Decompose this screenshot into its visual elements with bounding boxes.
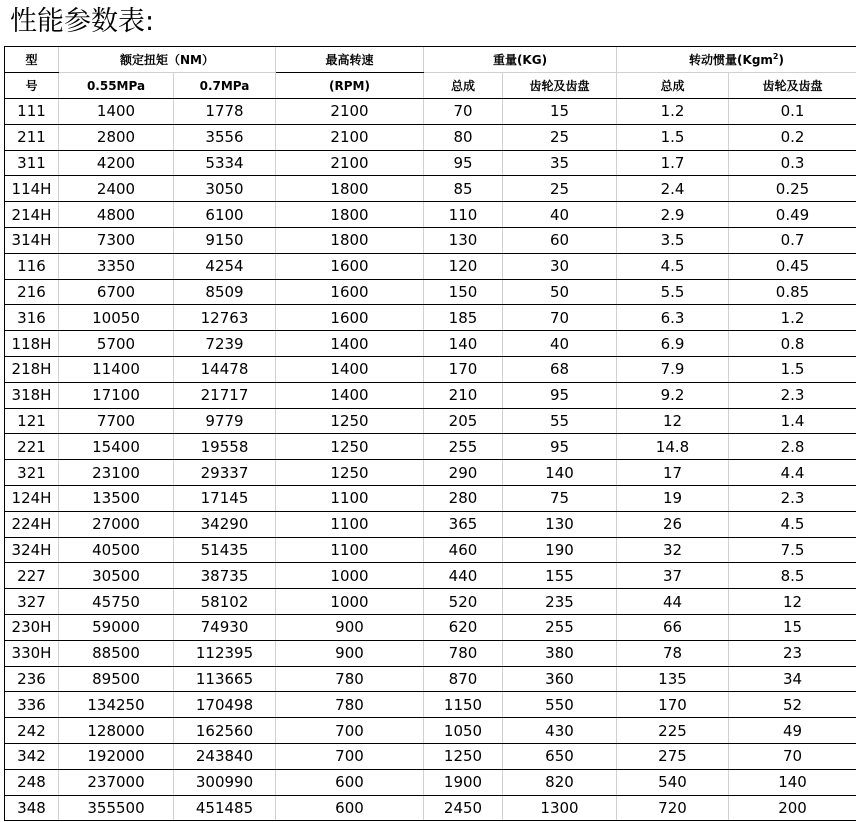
cell-torque-07: 3556: [174, 124, 276, 150]
cell-weight-gear: 190: [503, 537, 617, 563]
cell-model: 227: [5, 563, 59, 589]
cell-weight-gear: 35: [503, 150, 617, 176]
cell-weight-total: 205: [424, 408, 503, 434]
cell-inertia-total: 2.4: [617, 176, 729, 202]
cell-torque-055: 45750: [59, 589, 174, 615]
cell-torque-055: 40500: [59, 537, 174, 563]
header-inertia: [617, 47, 856, 73]
cell-torque-055: 10050: [59, 305, 174, 331]
cell-inertia-gear: 49: [729, 718, 856, 744]
cell-model: 211: [5, 124, 59, 150]
cell-model: 124H: [5, 485, 59, 511]
table-row: [5, 227, 856, 253]
table-row: [5, 434, 856, 460]
cell-torque-055: 128000: [59, 718, 174, 744]
cell-inertia-total: 9.2: [617, 382, 729, 408]
cell-torque-055: 30500: [59, 563, 174, 589]
cell-torque-055: 134250: [59, 692, 174, 718]
cell-inertia-gear: 7.5: [729, 537, 856, 563]
cell-max-speed: 900: [276, 614, 424, 640]
cell-max-speed: 1400: [276, 356, 424, 382]
cell-torque-055: 59000: [59, 614, 174, 640]
cell-inertia-gear: 2.3: [729, 485, 856, 511]
cell-inertia-gear: 52: [729, 692, 856, 718]
cell-model: 327: [5, 589, 59, 615]
cell-weight-gear: 650: [503, 743, 617, 769]
cell-weight-total: 130: [424, 227, 503, 253]
cell-weight-gear: 550: [503, 692, 617, 718]
cell-inertia-gear: 200: [729, 795, 856, 821]
cell-inertia-gear: 1.4: [729, 408, 856, 434]
cell-weight-gear: 140: [503, 460, 617, 486]
cell-model: 324H: [5, 537, 59, 563]
cell-torque-07: 1778: [174, 99, 276, 125]
table-row: [5, 485, 856, 511]
cell-torque-07: 51435: [174, 537, 276, 563]
cell-weight-gear: 95: [503, 382, 617, 408]
cell-max-speed: 1100: [276, 537, 424, 563]
cell-inertia-total: 225: [617, 718, 729, 744]
cell-model: 348: [5, 795, 59, 821]
cell-model: 216: [5, 279, 59, 305]
cell-weight-total: 70: [424, 99, 503, 125]
cell-weight-total: 1900: [424, 769, 503, 795]
cell-inertia-total: 37: [617, 563, 729, 589]
table-row: [5, 589, 856, 615]
cell-inertia-total: 78: [617, 640, 729, 666]
cell-torque-07: 170498: [174, 692, 276, 718]
cell-torque-055: 3350: [59, 253, 174, 279]
cell-torque-055: 237000: [59, 769, 174, 795]
cell-weight-gear: 430: [503, 718, 617, 744]
cell-inertia-gear: 0.8: [729, 331, 856, 357]
cell-max-speed: 1600: [276, 305, 424, 331]
cell-inertia-total: 170: [617, 692, 729, 718]
cell-torque-07: 300990: [174, 769, 276, 795]
table-row: [5, 460, 856, 486]
cell-weight-gear: 25: [503, 176, 617, 202]
cell-weight-total: 460: [424, 537, 503, 563]
table-row: [5, 331, 856, 357]
cell-inertia-total: 4.5: [617, 253, 729, 279]
cell-inertia-gear: 1.2: [729, 305, 856, 331]
cell-weight-total: 780: [424, 640, 503, 666]
cell-weight-gear: 40: [503, 331, 617, 357]
cell-torque-055: 15400: [59, 434, 174, 460]
header-inertia-sup: 2: [772, 52, 779, 61]
cell-inertia-gear: 2.3: [729, 382, 856, 408]
spec-table: [4, 46, 856, 821]
cell-weight-total: 255: [424, 434, 503, 460]
cell-inertia-gear: 4.4: [729, 460, 856, 486]
table-row: [5, 253, 856, 279]
cell-max-speed: 1800: [276, 202, 424, 228]
cell-inertia-gear: 8.5: [729, 563, 856, 589]
cell-weight-gear: 30: [503, 253, 617, 279]
cell-model: 221: [5, 434, 59, 460]
header-torque-p1: 0.55MPa: [59, 73, 174, 99]
cell-inertia-gear: 0.45: [729, 253, 856, 279]
cell-torque-07: 21717: [174, 382, 276, 408]
cell-torque-07: 112395: [174, 640, 276, 666]
cell-max-speed: 1800: [276, 227, 424, 253]
cell-weight-gear: 25: [503, 124, 617, 150]
cell-torque-07: 9150: [174, 227, 276, 253]
cell-inertia-gear: 0.3: [729, 150, 856, 176]
cell-max-speed: 700: [276, 743, 424, 769]
cell-inertia-total: 44: [617, 589, 729, 615]
cell-weight-total: 520: [424, 589, 503, 615]
cell-inertia-total: 12: [617, 408, 729, 434]
cell-weight-gear: 68: [503, 356, 617, 382]
cell-max-speed: 1600: [276, 253, 424, 279]
table-row: [5, 795, 856, 821]
cell-torque-055: 355500: [59, 795, 174, 821]
cell-torque-055: 23100: [59, 460, 174, 486]
cell-model: 214H: [5, 202, 59, 228]
cell-weight-gear: 820: [503, 769, 617, 795]
cell-weight-total: 150: [424, 279, 503, 305]
cell-inertia-total: 6.3: [617, 305, 729, 331]
table-row: [5, 511, 856, 537]
cell-torque-055: 2800: [59, 124, 174, 150]
cell-weight-gear: 40: [503, 202, 617, 228]
cell-model: 121: [5, 408, 59, 434]
cell-weight-total: 290: [424, 460, 503, 486]
cell-inertia-total: 66: [617, 614, 729, 640]
cell-inertia-gear: 70: [729, 743, 856, 769]
cell-weight-total: 95: [424, 150, 503, 176]
cell-inertia-gear: 15: [729, 614, 856, 640]
header-inertia-total: 总成: [617, 73, 729, 99]
cell-torque-055: 6700: [59, 279, 174, 305]
header-speed: 最高转速: [276, 47, 424, 73]
cell-weight-total: 1150: [424, 692, 503, 718]
cell-weight-gear: 360: [503, 666, 617, 692]
cell-weight-gear: 95: [503, 434, 617, 460]
table-row: [5, 150, 856, 176]
cell-max-speed: 1400: [276, 331, 424, 357]
table-row: [5, 614, 856, 640]
table-row: [5, 356, 856, 382]
cell-model: 314H: [5, 227, 59, 253]
header-speed-unit: (RPM): [276, 73, 424, 99]
cell-max-speed: 780: [276, 692, 424, 718]
cell-weight-total: 110: [424, 202, 503, 228]
cell-torque-055: 7700: [59, 408, 174, 434]
cell-torque-07: 162560: [174, 718, 276, 744]
header-model: 型: [5, 47, 59, 73]
cell-model: 336: [5, 692, 59, 718]
cell-inertia-gear: 0.25: [729, 176, 856, 202]
cell-torque-055: 4200: [59, 150, 174, 176]
cell-model: 318H: [5, 382, 59, 408]
cell-weight-gear: 60: [503, 227, 617, 253]
cell-max-speed: 1250: [276, 460, 424, 486]
cell-max-speed: 2100: [276, 124, 424, 150]
cell-inertia-total: 14.8: [617, 434, 729, 460]
cell-max-speed: 1250: [276, 434, 424, 460]
header-torque: 额定扭矩（NM）: [59, 47, 276, 73]
cell-weight-gear: 50: [503, 279, 617, 305]
cell-inertia-total: 6.9: [617, 331, 729, 357]
cell-torque-07: 6100: [174, 202, 276, 228]
table-row: [5, 202, 856, 228]
cell-max-speed: 900: [276, 640, 424, 666]
cell-inertia-gear: 0.2: [729, 124, 856, 150]
cell-inertia-total: 7.9: [617, 356, 729, 382]
cell-inertia-gear: 12: [729, 589, 856, 615]
table-row: [5, 124, 856, 150]
cell-max-speed: 1000: [276, 563, 424, 589]
cell-torque-07: 243840: [174, 743, 276, 769]
cell-max-speed: 2100: [276, 150, 424, 176]
cell-torque-055: 7300: [59, 227, 174, 253]
table-row: [5, 537, 856, 563]
cell-torque-07: 58102: [174, 589, 276, 615]
cell-inertia-gear: 34: [729, 666, 856, 692]
cell-torque-055: 2400: [59, 176, 174, 202]
header-weight-gear: 齿轮及齿盘: [503, 73, 617, 99]
cell-model: 342: [5, 743, 59, 769]
cell-max-speed: 600: [276, 795, 424, 821]
cell-weight-total: 85: [424, 176, 503, 202]
cell-torque-055: 27000: [59, 511, 174, 537]
table-row: [5, 563, 856, 589]
header-row-2: [5, 73, 856, 99]
table-row: [5, 718, 856, 744]
cell-inertia-total: 540: [617, 769, 729, 795]
cell-model: 111: [5, 99, 59, 125]
cell-max-speed: 1250: [276, 408, 424, 434]
cell-weight-gear: 55: [503, 408, 617, 434]
cell-inertia-total: 1.5: [617, 124, 729, 150]
cell-torque-07: 29337: [174, 460, 276, 486]
cell-torque-07: 38735: [174, 563, 276, 589]
header-model-bottom: 号: [5, 73, 59, 99]
table-row: [5, 99, 856, 125]
cell-inertia-total: 1.7: [617, 150, 729, 176]
cell-torque-07: 4254: [174, 253, 276, 279]
cell-torque-07: 113665: [174, 666, 276, 692]
table-row: [5, 382, 856, 408]
cell-inertia-gear: 1.5: [729, 356, 856, 382]
table-row: [5, 408, 856, 434]
cell-max-speed: 1800: [276, 176, 424, 202]
cell-weight-total: 365: [424, 511, 503, 537]
cell-inertia-total: 135: [617, 666, 729, 692]
cell-model: 230H: [5, 614, 59, 640]
cell-inertia-total: 3.5: [617, 227, 729, 253]
cell-torque-07: 5334: [174, 150, 276, 176]
cell-max-speed: 2100: [276, 99, 424, 125]
cell-torque-07: 17145: [174, 485, 276, 511]
cell-max-speed: 1100: [276, 485, 424, 511]
cell-weight-gear: 1300: [503, 795, 617, 821]
cell-model: 248: [5, 769, 59, 795]
cell-torque-055: 11400: [59, 356, 174, 382]
table-row: [5, 692, 856, 718]
header-inertia-suffix: ): [778, 53, 784, 67]
cell-torque-055: 192000: [59, 743, 174, 769]
cell-torque-07: 12763: [174, 305, 276, 331]
cell-model: 321: [5, 460, 59, 486]
cell-inertia-total: 5.5: [617, 279, 729, 305]
cell-model: 330H: [5, 640, 59, 666]
cell-max-speed: 780: [276, 666, 424, 692]
header-weight: 重量(KG): [424, 47, 617, 73]
cell-torque-055: 13500: [59, 485, 174, 511]
cell-model: 114H: [5, 176, 59, 202]
cell-inertia-gear: 0.1: [729, 99, 856, 125]
cell-weight-total: 620: [424, 614, 503, 640]
cell-max-speed: 1600: [276, 279, 424, 305]
cell-torque-07: 34290: [174, 511, 276, 537]
cell-torque-07: 14478: [174, 356, 276, 382]
table-row: [5, 666, 856, 692]
cell-weight-total: 80: [424, 124, 503, 150]
cell-inertia-total: 32: [617, 537, 729, 563]
cell-weight-gear: 130: [503, 511, 617, 537]
header-weight-total: 总成: [424, 73, 503, 99]
table-row: [5, 176, 856, 202]
cell-weight-total: 280: [424, 485, 503, 511]
cell-max-speed: 1400: [276, 382, 424, 408]
cell-max-speed: 600: [276, 769, 424, 795]
cell-weight-total: 440: [424, 563, 503, 589]
cell-model: 242: [5, 718, 59, 744]
page-title: 性能参数表:: [10, 6, 155, 37]
cell-model: 224H: [5, 511, 59, 537]
cell-inertia-gear: 2.8: [729, 434, 856, 460]
cell-weight-gear: 15: [503, 99, 617, 125]
cell-weight-gear: 75: [503, 485, 617, 511]
cell-torque-055: 89500: [59, 666, 174, 692]
cell-torque-055: 88500: [59, 640, 174, 666]
cell-inertia-total: 1.2: [617, 99, 729, 125]
cell-weight-gear: 155: [503, 563, 617, 589]
table-row: [5, 640, 856, 666]
cell-weight-gear: 380: [503, 640, 617, 666]
cell-max-speed: 1000: [276, 589, 424, 615]
cell-max-speed: 1100: [276, 511, 424, 537]
cell-torque-07: 19558: [174, 434, 276, 460]
cell-torque-07: 451485: [174, 795, 276, 821]
cell-torque-055: 4800: [59, 202, 174, 228]
cell-inertia-gear: 23: [729, 640, 856, 666]
cell-model: 236: [5, 666, 59, 692]
cell-weight-gear: 255: [503, 614, 617, 640]
table-row: [5, 279, 856, 305]
table-row: [5, 769, 856, 795]
cell-inertia-total: 19: [617, 485, 729, 511]
cell-model: 116: [5, 253, 59, 279]
cell-inertia-total: 2.9: [617, 202, 729, 228]
cell-weight-gear: 235: [503, 589, 617, 615]
cell-weight-total: 140: [424, 331, 503, 357]
cell-inertia-gear: 0.85: [729, 279, 856, 305]
cell-inertia-gear: 4.5: [729, 511, 856, 537]
cell-weight-total: 1050: [424, 718, 503, 744]
cell-inertia-total: 720: [617, 795, 729, 821]
spec-table-body: [5, 99, 856, 821]
cell-weight-total: 1250: [424, 743, 503, 769]
cell-torque-07: 74930: [174, 614, 276, 640]
table-row: [5, 743, 856, 769]
cell-weight-total: 2450: [424, 795, 503, 821]
cell-torque-055: 5700: [59, 331, 174, 357]
cell-model: 311: [5, 150, 59, 176]
header-row-1: [5, 47, 856, 73]
cell-weight-total: 185: [424, 305, 503, 331]
cell-torque-055: 1400: [59, 99, 174, 125]
cell-model: 316: [5, 305, 59, 331]
cell-max-speed: 700: [276, 718, 424, 744]
cell-inertia-gear: 0.49: [729, 202, 856, 228]
cell-inertia-gear: 140: [729, 769, 856, 795]
cell-weight-total: 870: [424, 666, 503, 692]
cell-weight-total: 210: [424, 382, 503, 408]
header-inertia-prefix: 转动惯量(Kgm: [689, 53, 773, 67]
cell-model: 218H: [5, 356, 59, 382]
cell-model: 118H: [5, 331, 59, 357]
cell-inertia-total: 26: [617, 511, 729, 537]
cell-weight-total: 120: [424, 253, 503, 279]
cell-inertia-total: 17: [617, 460, 729, 486]
cell-weight-gear: 70: [503, 305, 617, 331]
cell-weight-total: 170: [424, 356, 503, 382]
header-torque-p2: 0.7MPa: [174, 73, 276, 99]
cell-inertia-gear: 0.7: [729, 227, 856, 253]
cell-torque-07: 3050: [174, 176, 276, 202]
cell-torque-055: 17100: [59, 382, 174, 408]
header-inertia-gear: 齿轮及齿盘: [729, 73, 856, 99]
table-row: [5, 305, 856, 331]
cell-torque-07: 9779: [174, 408, 276, 434]
cell-inertia-total: 275: [617, 743, 729, 769]
cell-torque-07: 7239: [174, 331, 276, 357]
cell-torque-07: 8509: [174, 279, 276, 305]
